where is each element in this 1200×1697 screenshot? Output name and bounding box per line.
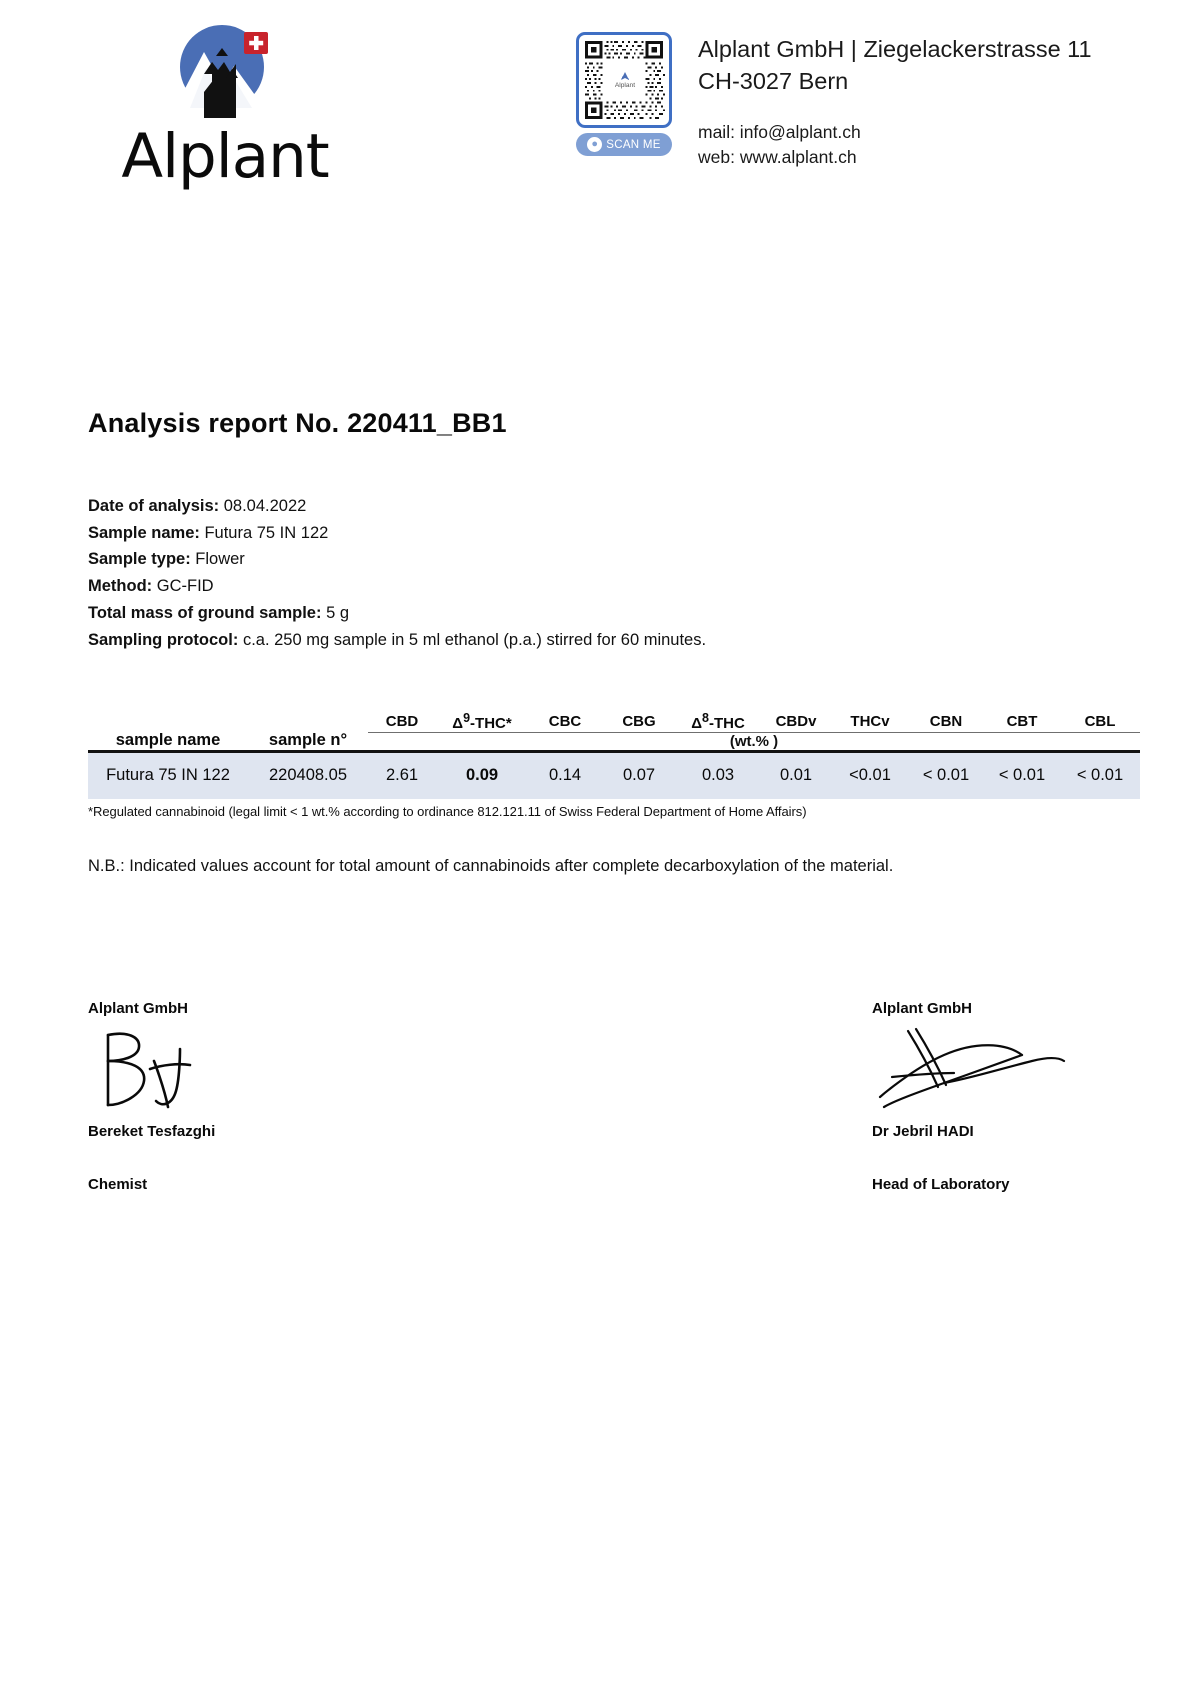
cell-d8-thc: 0.03 [676, 752, 760, 800]
table-footnote: *Regulated cannabinoid (legal limit < 1 wt.% according to ordinance 812.121.11 of Swiss Federal Department of Home Affairs) [88, 804, 807, 820]
company-web: web: www.alplant.ch [698, 146, 857, 167]
svg-text:Alplant: Alplant [614, 82, 636, 90]
meta-key: Date of analysis: [88, 497, 220, 515]
meta-row-method [88, 573, 1112, 600]
contact-block [572, 14, 1092, 170]
signature-person-right: Dr Jebril HADI [872, 1122, 974, 1140]
col-header-d9-thc: $\Delta^9-THC*$ [452, 711, 512, 733]
pdf-icon: ● [587, 137, 602, 152]
company-address-line1: Alplant GmbH | Ziegelackerstrasse 11 [698, 36, 1092, 62]
meta-value: GC-FID [156, 577, 214, 596]
signature-role-right: Head of Laboratory [872, 1175, 1010, 1193]
logo-wordmark: Alplant [121, 121, 329, 192]
scan-me-label: SCAN ME [606, 138, 661, 151]
page-title: Analysis report No. 220411_BB1 [88, 408, 507, 438]
table-row [88, 752, 1140, 800]
col-header-cbn: CBN [929, 713, 963, 731]
qr-column [572, 32, 676, 156]
meta-key: Total mass of ground sample: [88, 603, 322, 622]
meta-row-sample-type [88, 546, 1112, 573]
page-header [0, 0, 1200, 200]
signature-company-left: Alplant GmbH [88, 999, 188, 1017]
handwritten-signature-icon-left [88, 1017, 600, 1121]
company-address-line2: CH-3027 Bern [698, 67, 849, 94]
col-header-cbd: CBD [385, 713, 419, 731]
meta-key: Sample type: [88, 550, 191, 569]
company-mail: mail: info@alplant.ch [698, 121, 861, 142]
col-header-sample-name: sample name [115, 731, 221, 750]
cell-sample-name: Futura 75 IN 122 [88, 752, 248, 800]
handwritten-signature-icon-right [872, 1017, 1112, 1121]
meta-value: Flower [195, 550, 245, 569]
signature-role-left: Chemist [88, 1175, 148, 1193]
meta-row-sampling-protocol [88, 627, 1112, 654]
mountain-swiss-flag-logo [160, 22, 290, 130]
col-header-d8-thc: $\Delta^8$-THC [691, 711, 745, 733]
results-table [88, 711, 1140, 799]
meta-row-total-mass [88, 600, 1112, 627]
units-label: (wt.% ) [368, 733, 1140, 752]
col-header-cbc: CBC [548, 713, 582, 731]
results-table-wrap [88, 711, 1124, 820]
meta-value: Futura 75 IN 122 [204, 523, 329, 542]
col-header-thcv: THCv [850, 713, 890, 731]
cell-cbt: < 0.01 [984, 752, 1060, 800]
meta-key: Sampling protocol: [88, 630, 239, 649]
report-metadata [88, 493, 1112, 653]
meta-value: 5 g [326, 603, 350, 622]
signature-area [88, 1000, 1112, 1193]
cell-cbc: 0.14 [528, 752, 602, 800]
col-header-cbg: CBG [622, 713, 656, 731]
cell-cbd: 2.61 [368, 752, 436, 800]
signature-person-left: Bereket Tesfazghi [88, 1122, 216, 1140]
meta-key: Sample name: [88, 523, 200, 542]
col-header-cbdv: CBDv [775, 713, 817, 731]
qr-code-matrix [583, 39, 665, 121]
meta-value: 08.04.2022 [223, 497, 307, 515]
col-header-cbt: CBT [1006, 713, 1038, 731]
signature-company-right: Alplant GmbH [872, 999, 972, 1017]
report-body [0, 408, 1200, 1193]
qr-code-icon[interactable] [576, 32, 672, 128]
cell-thcv: <0.01 [832, 752, 908, 800]
cell-cbn: < 0.01 [908, 752, 984, 800]
cell-d9-thc: 0.09 [436, 752, 528, 800]
cell-cbl: < 0.01 [1060, 752, 1140, 800]
cell-sample-no: 220408.05 [248, 752, 368, 800]
company-logo [60, 14, 390, 192]
signature-block-right [600, 1000, 1112, 1193]
scan-me-badge[interactable] [576, 133, 672, 156]
cell-cbdv: 0.01 [760, 752, 832, 800]
meta-value: c.a. 250 mg sample in 5 ml ethanol (p.a.) stirred for 60 minutes. [242, 630, 707, 649]
nota-bene: N.B.: Indicated values account for total amount of cannabinoids after complete decarboxylation of the material. [88, 857, 894, 876]
table-header-row [88, 711, 1140, 733]
address-column [698, 32, 1092, 170]
meta-row-sample-name [88, 520, 1112, 547]
meta-key: Method: [88, 577, 153, 596]
col-header-cbl: CBL [1084, 713, 1116, 731]
cell-cbg: 0.07 [602, 752, 676, 800]
signature-block-left [88, 1000, 600, 1193]
col-header-sample-no: sample n° [268, 731, 348, 750]
meta-row-date [88, 493, 1112, 520]
